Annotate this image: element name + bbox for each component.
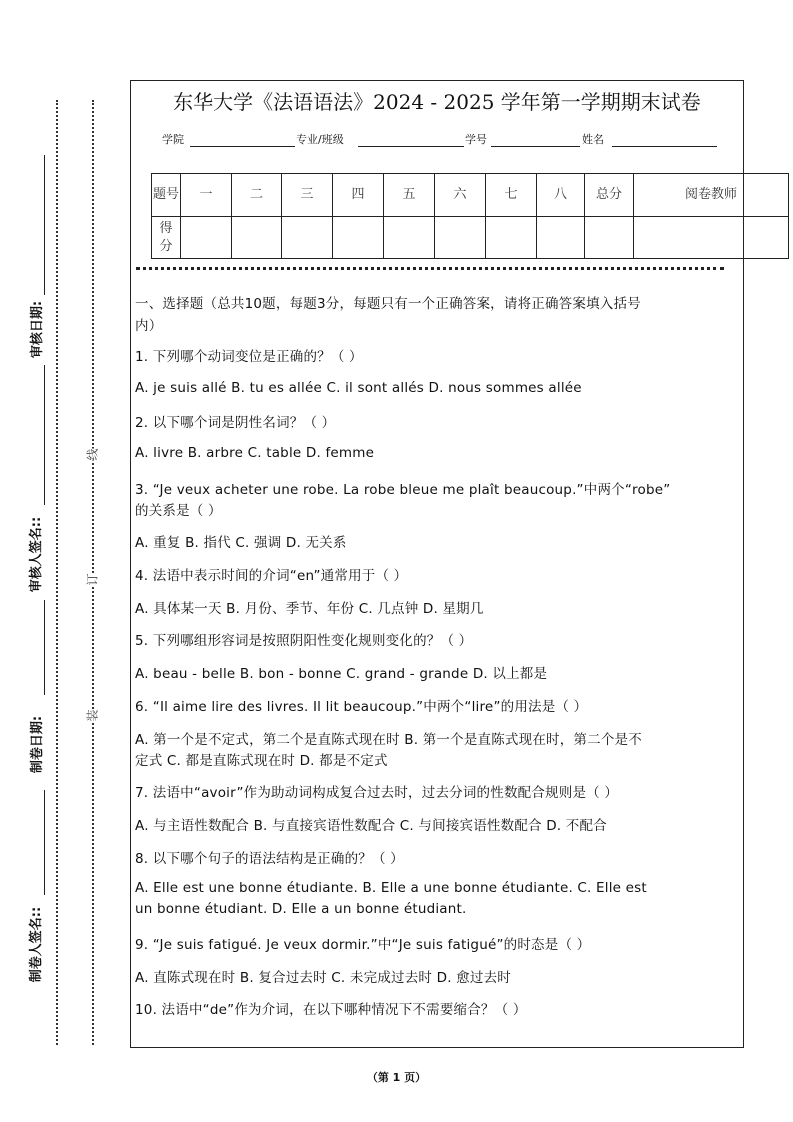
make-date-label: 制卷日期: (30, 715, 46, 774)
student-id-field[interactable] (491, 146, 580, 147)
header-cell: 阅卷教师 (634, 174, 789, 217)
header-cell: 二 (232, 174, 282, 217)
binding-mark-bind: 装 (85, 709, 100, 722)
review-date-line (44, 155, 45, 295)
binding-mark-line: 线 (85, 448, 100, 461)
make-date-line (44, 600, 45, 695)
answer-options-cont: un bonne étudiant. D. Elle a un bonne étudiant. (135, 901, 467, 917)
section-heading-cont: 内） (135, 318, 163, 334)
maker-sign-line (44, 790, 45, 895)
score-cell[interactable] (537, 217, 585, 259)
major-label: 专业/班级 (296, 133, 344, 146)
header-cell: 七 (486, 174, 537, 217)
question-text: 1. 下列哪个动词变位是正确的？（ ） (135, 349, 363, 365)
score-cell[interactable] (384, 217, 435, 259)
score-row-label: 得分 (152, 217, 181, 259)
major-field[interactable] (358, 146, 464, 147)
score-cell[interactable] (486, 217, 537, 259)
question-text: 6. “Il aime lire des livres. Il lit beaucoup.”中两个“lire”的用法是（ ） (135, 699, 588, 715)
binding-mark-staple: 订 (85, 573, 100, 586)
name-field[interactable] (612, 146, 717, 147)
question-text: 9. “Je suis fatigué. Je veux dormir.”中“Je suis fatigué”的时态是（ ） (135, 937, 591, 953)
answer-options: A. 与主语性数配合 B. 与直接宾语性数配合 C. 与间接宾语性数配合 D. 不配合 (135, 818, 607, 834)
college-label: 学院 (162, 133, 184, 146)
score-table (151, 173, 789, 259)
score-cell[interactable] (333, 217, 384, 259)
header-cell: 八 (537, 174, 585, 217)
question-text: 5. 下列哪组形容词是按照阴阳性变化规则变化的？（ ） (135, 633, 473, 649)
header-cell: 四 (333, 174, 384, 217)
answer-options: A. beau - belle B. bon - bonne C. grand - grande D. 以上都是 (135, 666, 548, 682)
score-cell[interactable] (585, 217, 634, 259)
answer-options: A. livre B. arbre C. table D. femme (135, 445, 375, 461)
header-cell: 三 (282, 174, 333, 217)
section-heading: 一、选择题（总共10题，每题3分，每题只有一个正确答案，请将正确答案填入括号 (135, 296, 641, 312)
name-label: 姓名 (582, 133, 604, 146)
question-text-cont: 的关系是（ ） (135, 503, 222, 519)
score-cell[interactable] (181, 217, 232, 259)
score-cell[interactable] (282, 217, 333, 259)
score-cell[interactable] (634, 217, 789, 259)
maker-sign-label: 制卷人签名:: (29, 906, 45, 983)
reviewer-sign-line (44, 365, 45, 505)
question-text: 7. 法语中“avoir”作为助动词构成复合过去时，过去分词的性数配合规则是（ ） (135, 785, 619, 801)
student-id-label: 学号 (465, 133, 487, 146)
answer-options: A. je suis allé B. tu es allée C. il sont allés D. nous sommes allée (135, 380, 582, 396)
score-cell[interactable] (232, 217, 282, 259)
exam-title: 东华大学《法语语法》2024 - 2025 学年第一学期期末试卷 (173, 90, 701, 114)
college-field[interactable] (190, 146, 295, 147)
header-cell: 总分 (585, 174, 634, 217)
answer-options: A. Elle est une bonne étudiante. B. Elle a une bonne étudiante. C. Elle est (135, 880, 647, 896)
question-text: 8. 以下哪个句子的语法结构是正确的？（ ） (135, 851, 404, 867)
separator-dotted (136, 267, 724, 270)
header-cell: 六 (435, 174, 486, 217)
question-text: 4. 法语中表示时间的介词“en”通常用于（ ） (135, 568, 408, 584)
answer-options: A. 直陈式现在时 B. 复合过去时 C. 未完成过去时 D. 愈过去时 (135, 970, 511, 986)
answer-options: A. 重复 B. 指代 C. 强调 D. 无关系 (135, 535, 347, 551)
header-cell: 题号 (152, 174, 181, 217)
question-text: 10. 法语中“de”作为介词，在以下哪种情况下不需要缩合？（ ） (135, 1002, 527, 1018)
answer-options-cont: 定式 C. 都是直陈式现在时 D. 都是不定式 (135, 753, 388, 769)
page-number: （第 1 页） (366, 1071, 427, 1084)
question-text: 2. 以下哪个词是阴性名词？（ ） (135, 415, 336, 431)
answer-options: A. 具体某一天 B. 月份、季节、年份 C. 几点钟 D. 星期几 (135, 601, 484, 617)
review-date-label: 审核日期: (30, 300, 46, 359)
score-cell[interactable] (435, 217, 486, 259)
header-cell: 一 (181, 174, 232, 217)
question-text: 3. “Je veux acheter une robe. La robe bleue me plaît beaucoup.”中两个“robe” (135, 482, 671, 498)
binding-dotted-line (56, 100, 58, 1045)
reviewer-sign-label: 审核人签名:: (29, 516, 45, 593)
answer-options: A. 第一个是不定式，第二个是直陈式现在时 B. 第一个是直陈式现在时，第二个是不 (135, 732, 642, 748)
header-cell: 五 (384, 174, 435, 217)
